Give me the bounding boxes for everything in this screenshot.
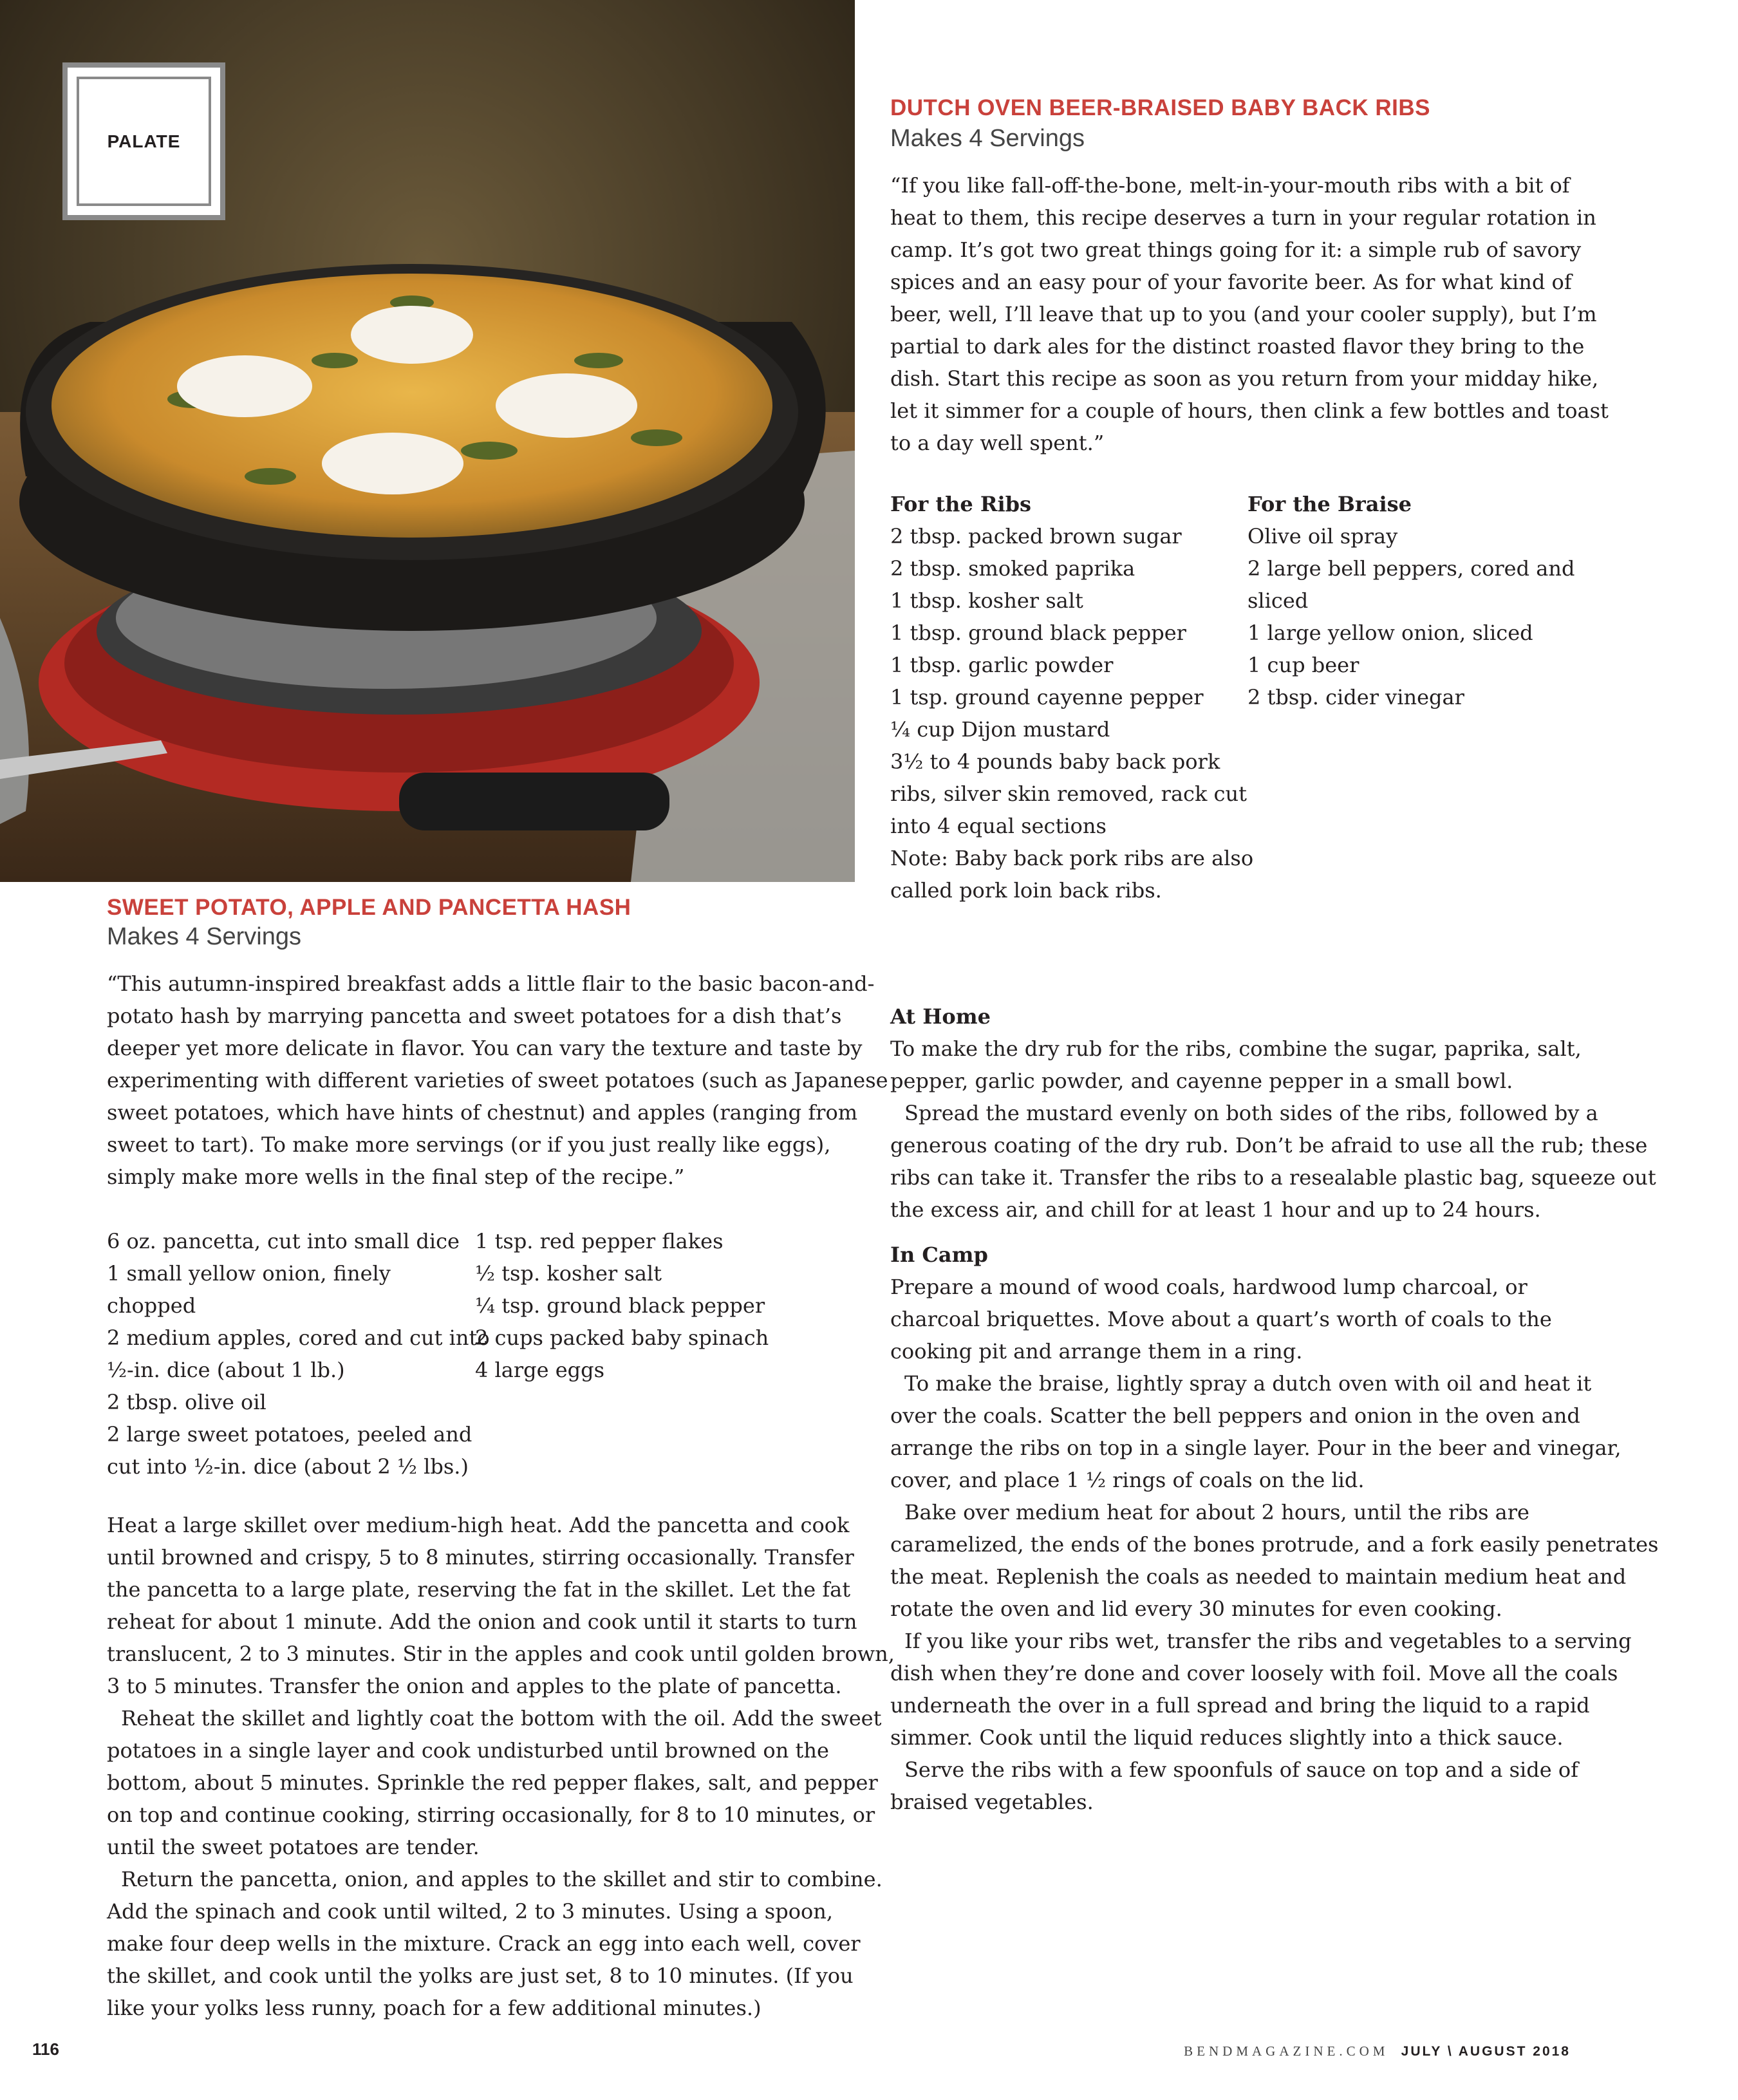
- ribs-ingredients-heading: For the Ribs: [890, 492, 1031, 516]
- ingredient-item: Note: Baby back pork ribs are also: [890, 846, 1254, 870]
- hash-servings: Makes 4 Servings: [107, 923, 302, 950]
- step-line: ribs can take it. Transfer the ribs to a resealable plastic bag, squeeze out: [890, 1165, 1656, 1190]
- step-line: To make the braise, lightly spray a dutch oven with oil and heat it: [904, 1371, 1592, 1396]
- hash-title: SWEET POTATO, APPLE AND PANCETTA HASH: [107, 895, 631, 920]
- ribs-servings: Makes 4 Servings: [890, 125, 1085, 152]
- step-line: Serve the ribs with a few spoonfuls of sauce on top and a side of: [904, 1758, 1578, 1782]
- ingredient-item: 4 large eggs: [475, 1358, 605, 1382]
- in-camp-heading: In Camp: [890, 1242, 988, 1267]
- ingredient-item: 2 tbsp. packed brown sugar: [890, 524, 1182, 548]
- ingredient-item: ½-in. dice (about 1 lb.): [107, 1358, 345, 1382]
- ingredient-item: chopped: [107, 1293, 196, 1318]
- hash-intro-line: potato hash by marrying pancetta and sweet potatoes for a dish that’s: [107, 1004, 842, 1028]
- ingredient-item: Olive oil spray: [1247, 524, 1398, 548]
- ingredient-item: 3½ to 4 pounds baby back pork: [890, 749, 1220, 774]
- hash-intro-line: sweet to tart). To make more servings (or if you just really like eggs),: [107, 1132, 831, 1157]
- ribs-intro-line: dish. Start this recipe as soon as you return from your midday hike,: [890, 366, 1599, 391]
- footer-issue: JULY \ AUGUST 2018: [1401, 2044, 1571, 2059]
- ingredient-item: 1 small yellow onion, finely: [107, 1261, 391, 1286]
- step-line: like your yolks less runny, poach for a few additional minutes.): [107, 1996, 762, 2020]
- step-line: braised vegetables.: [890, 1790, 1094, 1814]
- ingredient-item: 2 large sweet potatoes, peeled and: [107, 1422, 472, 1447]
- ingredient-item: ¼ cup Dijon mustard: [890, 717, 1110, 742]
- step-line: Heat a large skillet over medium-high heat. Add the pancetta and cook: [107, 1513, 850, 1537]
- section-tag: [62, 62, 225, 220]
- ribs-intro-line: partial to dark ales for the distinct roasted flavor they bring to the: [890, 334, 1585, 359]
- hash-intro: [107, 968, 888, 1193]
- step-line: the skillet, and cook until the yolks are just set, 8 to 10 minutes. (If you: [107, 1964, 854, 1988]
- ingredient-item: 1 tbsp. garlic powder: [890, 653, 1114, 677]
- ribs-intro-line: beer, well, I’ll leave that up to you (and your cooler supply), but I’m: [890, 302, 1597, 326]
- step-line: If you like your ribs wet, transfer the ribs and vegetables to a serving: [904, 1629, 1632, 1653]
- hash-intro-line: “This autumn-inspired breakfast adds a little flair to the basic bacon-and-: [107, 971, 875, 996]
- hash-intro-line: deeper yet more delicate in flavor. You can vary the texture and taste by: [107, 1036, 863, 1060]
- ingredient-item: 2 tbsp. smoked paprika: [890, 556, 1135, 581]
- ribs-intro-line: “If you like fall-off-the-bone, melt-in-your-mouth ribs with a bit of: [890, 173, 1570, 198]
- step-line: caramelized, the ends of the bones protrude, and a fork easily penetrates: [890, 1532, 1659, 1557]
- step-line: cooking pit and arrange them in a ring.: [890, 1339, 1303, 1364]
- section-tag-label: PALATE: [107, 131, 181, 151]
- step-line: Spread the mustard evenly on both sides of the ribs, followed by a: [904, 1101, 1598, 1125]
- ribs-intro-line: heat to them, this recipe deserves a turn in your regular rotation in: [890, 205, 1596, 230]
- hash-ingredients-col1: [107, 1225, 490, 1483]
- step-line: translucent, 2 to 3 minutes. Stir in the apples and cook until golden brown,: [107, 1642, 895, 1666]
- step-line: make four deep wells in the mixture. Crack an egg into each well, cover: [107, 1931, 861, 1956]
- step-line: rotate the oven and lid every 30 minutes for even cooking.: [890, 1597, 1502, 1621]
- step-line: on top and continue cooking, stirring occasionally, for 8 to 10 minutes, or: [107, 1803, 875, 1827]
- ribs-ingredients: [890, 488, 1254, 906]
- step-line: bottom, about 5 minutes. Sprinkle the red pepper flakes, salt, and pepper: [107, 1770, 878, 1795]
- ingredient-item: 2 cups packed baby spinach: [475, 1326, 769, 1350]
- ingredient-item: 6 oz. pancetta, cut into small dice: [107, 1229, 460, 1253]
- step-line: To make the dry rub for the ribs, combine the sugar, paprika, salt,: [890, 1036, 1582, 1061]
- ingredient-item: into 4 equal sections: [890, 814, 1107, 838]
- ingredient-item: 1 cup beer: [1247, 653, 1360, 677]
- ingredient-item: 2 medium apples, cored and cut into: [107, 1326, 490, 1350]
- ingredient-item: 2 tbsp. cider vinegar: [1247, 685, 1464, 709]
- at-home-heading: At Home: [890, 1004, 991, 1029]
- footer-site: BENDMAGAZINE.COM: [1184, 2043, 1389, 2059]
- ribs-title: DUTCH OVEN BEER-BRAISED BABY BACK RIBS: [890, 95, 1430, 120]
- page-number: 116: [32, 2039, 59, 2059]
- step-line: the excess air, and chill for at least 1 hour and up to 24 hours.: [890, 1197, 1541, 1222]
- ingredient-item: called pork loin back ribs.: [890, 878, 1162, 903]
- step-line: 3 to 5 minutes. Transfer the onion and apples to the plate of pancetta.: [107, 1674, 842, 1698]
- step-line: Bake over medium heat for about 2 hours, until the ribs are: [904, 1500, 1529, 1524]
- ingredient-item: 2 tbsp. olive oil: [107, 1390, 266, 1414]
- step-line: underneath the over in a full spread and bring the liquid to a rapid: [890, 1693, 1590, 1718]
- in-camp-section: [890, 1239, 1659, 1818]
- ingredient-item: 1 tsp. ground cayenne pepper: [890, 685, 1204, 709]
- ingredient-item: 1 tbsp. ground black pepper: [890, 621, 1186, 645]
- ingredient-item: sliced: [1247, 588, 1309, 613]
- step-line: Add the spinach and cook until wilted, 2 to 3 minutes. Using a spoon,: [107, 1899, 833, 1924]
- braise-ingredients: [1247, 488, 1582, 713]
- ingredient-item: 1 large yellow onion, sliced: [1247, 621, 1533, 645]
- hash-intro-line: experimenting with different varieties of sweet potatoes (such as Japanese: [107, 1068, 888, 1092]
- step-line: until the sweet potatoes are tender.: [107, 1835, 480, 1859]
- ribs-intro-line: spices and an easy pour of your favorite beer. As for what kind of: [890, 270, 1572, 294]
- step-line: reheat for about 1 minute. Add the onion and cook until it starts to turn: [107, 1609, 857, 1634]
- step-line: over the coals. Scatter the bell peppers and onion in the oven and: [890, 1403, 1580, 1428]
- ingredient-item: 2 large bell peppers, cored and: [1247, 556, 1575, 581]
- hash-ingredients-col2: [475, 1225, 836, 1386]
- hash-intro-line: sweet potatoes, which have hints of chestnut) and apples (ranging from: [107, 1100, 858, 1125]
- step-line: charcoal briquettes. Move about a quart’s worth of coals to the: [890, 1307, 1552, 1331]
- at-home-section: [890, 1000, 1656, 1226]
- step-line: Reheat the skillet and lightly coat the bottom with the oil. Add the sweet: [121, 1706, 882, 1730]
- ingredient-item: ½ tsp. kosher salt: [475, 1261, 662, 1286]
- step-line: pepper, garlic powder, and cayenne pepper in a small bowl.: [890, 1069, 1513, 1093]
- step-line: arrange the ribs on top in a single layer. Pour in the beer and vinegar,: [890, 1436, 1621, 1460]
- step-line: potatoes in a single layer and cook undisturbed until browned on the: [107, 1738, 829, 1763]
- ribs-intro-line: camp. It’s got two great things going for it: a simple rub of savory: [890, 238, 1582, 262]
- step-line: Return the pancetta, onion, and apples to the skillet and stir to combine.: [121, 1867, 883, 1891]
- step-line: simmer. Cook until the liquid reduces slightly into a thick sauce.: [890, 1725, 1564, 1750]
- step-line: until browned and crispy, 5 to 8 minutes, stirring occasionally. Transfer: [107, 1545, 854, 1570]
- ribs-intro-line: let it simmer for a couple of hours, then clink a few bottles and toast: [890, 398, 1609, 423]
- page-footer: [1184, 2043, 1571, 2059]
- braise-ingredients-heading: For the Braise: [1247, 492, 1412, 516]
- ribs-intro: [890, 169, 1650, 459]
- step-line: generous coating of the dry rub. Don’t be afraid to use all the rub; these: [890, 1133, 1648, 1158]
- step-line: Prepare a mound of wood coals, hardwood lump charcoal, or: [890, 1275, 1528, 1299]
- ingredient-item: cut into ½-in. dice (about 2 ½ lbs.): [107, 1454, 469, 1479]
- ingredient-item: ¼ tsp. ground black pepper: [475, 1293, 765, 1318]
- section-tag-frame: [77, 77, 211, 206]
- ingredient-item: 1 tbsp. kosher salt: [890, 588, 1083, 613]
- ingredient-item: 1 tsp. red pepper flakes: [475, 1229, 724, 1253]
- ribs-intro-line: to a day well spent.”: [890, 431, 1105, 455]
- ingredient-item: ribs, silver skin removed, rack cut: [890, 782, 1247, 806]
- step-line: the meat. Replenish the coals as needed to maintain medium heat and: [890, 1564, 1627, 1589]
- step-line: dish when they’re done and cover loosely with foil. Move all the coals: [890, 1661, 1618, 1685]
- hash-directions: [107, 1509, 895, 2024]
- step-line: the pancetta to a large plate, reserving the fat in the skillet. Let the fat: [107, 1577, 851, 1602]
- step-line: cover, and place 1 ½ rings of coals on the lid.: [890, 1468, 1365, 1492]
- hash-intro-line: simply make more wells in the final step of the recipe.”: [107, 1165, 685, 1189]
